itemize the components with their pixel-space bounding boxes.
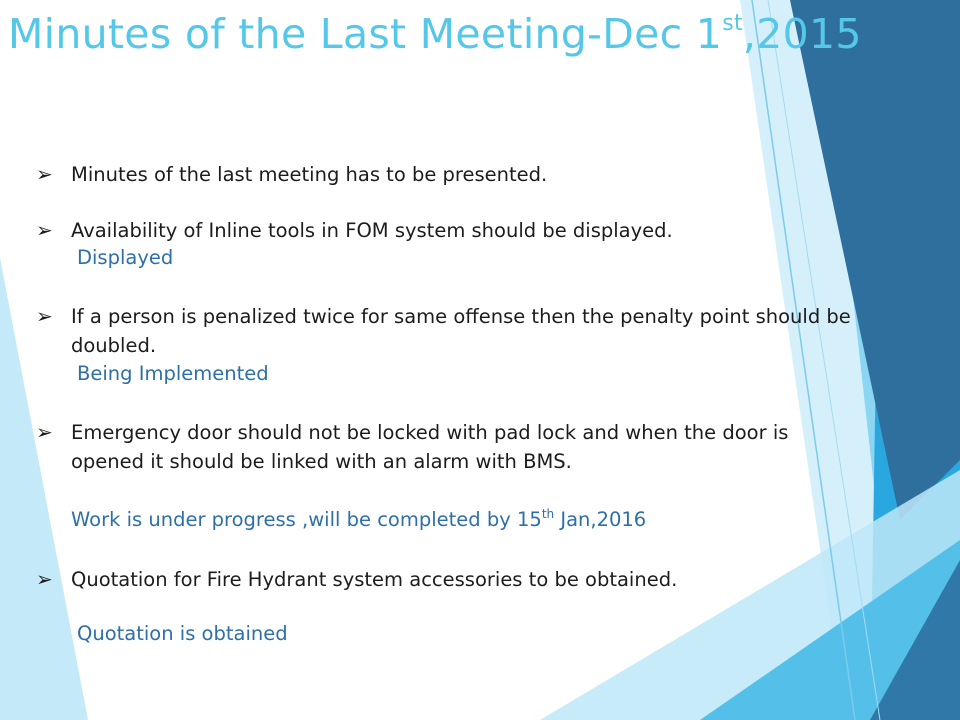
bullet-text: Availability of Inline tools in FOM system should be displayed. [71,219,673,242]
title-end: ,2015 [742,10,862,58]
status-note-4 [71,508,646,531]
bullet-text: If a person is penalized twice for same offense then the penalty point should be doubled. [71,305,851,357]
bullet-item-4 [36,418,856,476]
bullet-item-5 [36,565,856,594]
status-note-3: Being Implemented [77,362,269,385]
status-superscript: th [541,507,555,521]
bullet-arrow-icon: ➢ [36,162,53,186]
bullet-text: Emergency door should not be locked with pad lock and when the door is opened it should be linked with an alarm with BMS. [71,421,789,473]
status-note-2: Displayed [77,246,174,269]
title-superscript: st [722,11,743,36]
title-main: Minutes of the Last Meeting-Dec 1 [8,10,723,58]
slide-title [8,10,862,58]
bullet-arrow-icon: ➢ [36,420,53,444]
bullet-text: Quotation for Fire Hydrant system accessories to be obtained. [71,568,678,591]
bullet-item-1 [36,160,856,189]
bullet-arrow-icon: ➢ [36,218,53,242]
status-main: Work is under progress ,will be completed by 15 [71,508,542,531]
bullet-item-3 [36,302,856,360]
bullet-arrow-icon: ➢ [36,567,53,591]
bullet-text: Minutes of the last meeting has to be presented. [71,163,548,186]
bullet-arrow-icon: ➢ [36,304,53,328]
status-note-5: Quotation is obtained [77,622,288,645]
bullet-item-2 [36,216,856,245]
status-end: Jan,2016 [554,508,647,531]
